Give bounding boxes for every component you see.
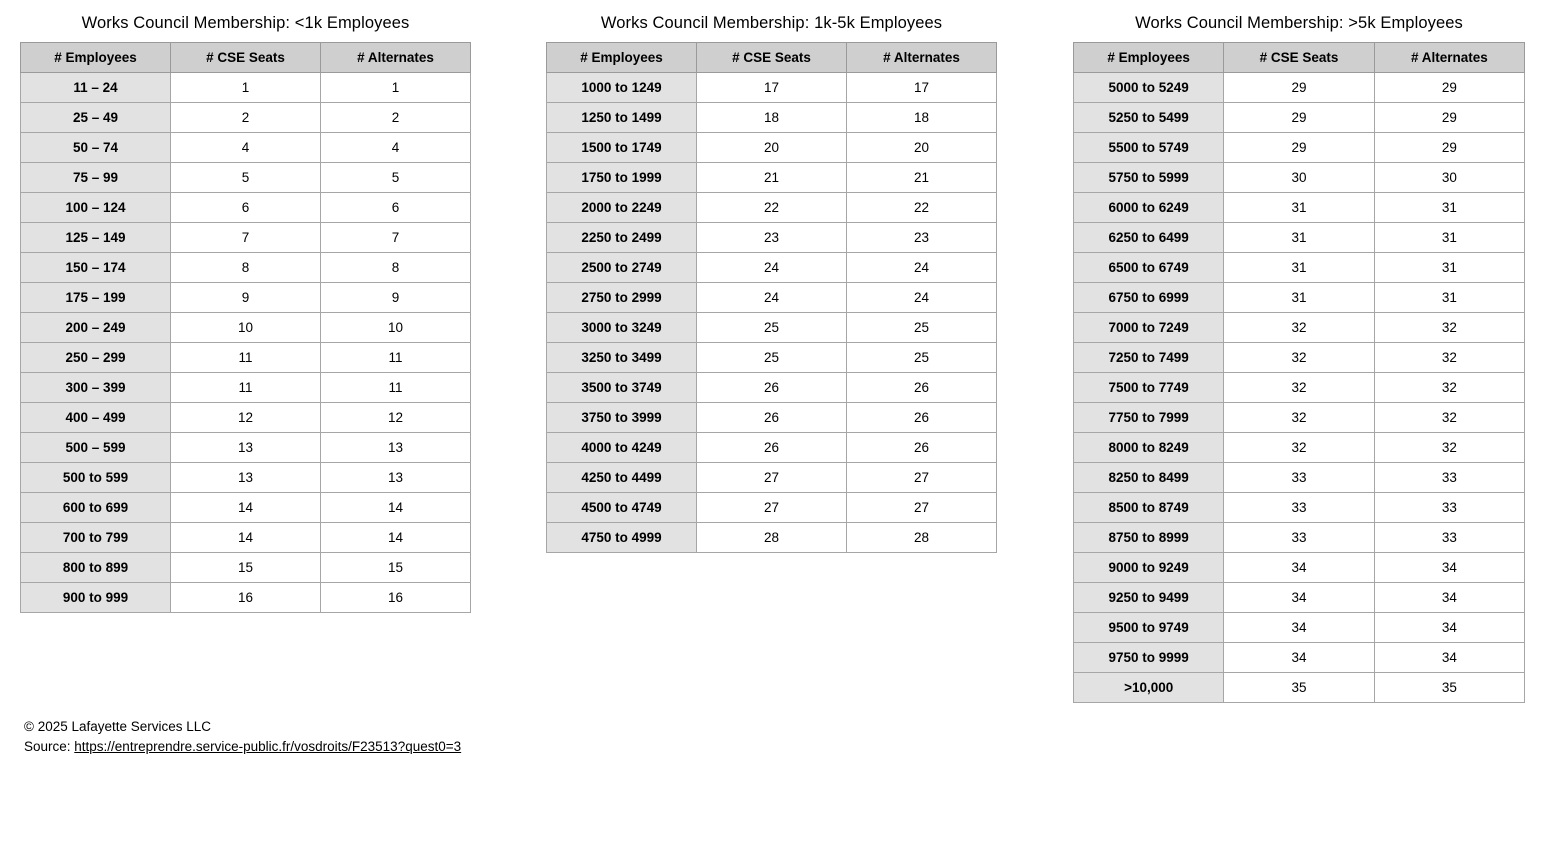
cell-cse-seats: 31 — [1224, 283, 1374, 313]
table-row — [21, 403, 471, 433]
table-row — [1074, 253, 1525, 283]
column-header-employees: # Employees — [21, 43, 171, 73]
cell-cse-seats: 34 — [1224, 613, 1374, 643]
cell-employees: 200 – 249 — [21, 313, 171, 343]
table-row — [21, 103, 471, 133]
table-row — [1074, 553, 1525, 583]
cell-alternates: 13 — [321, 463, 471, 493]
cell-cse-seats: 30 — [1224, 163, 1374, 193]
cell-alternates: 2 — [321, 103, 471, 133]
cell-cse-seats: 27 — [697, 493, 847, 523]
column-header-cse-seats: # CSE Seats — [1224, 43, 1374, 73]
membership-table — [20, 42, 471, 613]
table-row — [1074, 193, 1525, 223]
table-row — [1074, 463, 1525, 493]
cell-alternates: 33 — [1374, 523, 1524, 553]
table-block-over-5k — [1073, 14, 1525, 703]
cell-cse-seats: 25 — [697, 313, 847, 343]
table-title: Works Council Membership: 1k-5k Employees — [600, 14, 943, 32]
cell-employees: 7500 to 7749 — [1074, 373, 1224, 403]
cell-employees: 500 – 599 — [21, 433, 171, 463]
cell-employees: 3250 to 3499 — [547, 343, 697, 373]
cell-cse-seats: 11 — [171, 343, 321, 373]
cell-cse-seats: 10 — [171, 313, 321, 343]
cell-alternates: 33 — [1374, 493, 1524, 523]
cell-cse-seats: 32 — [1224, 373, 1374, 403]
cell-employees: 250 – 299 — [21, 343, 171, 373]
cell-employees: 3750 to 3999 — [547, 403, 697, 433]
cell-employees: 1500 to 1749 — [547, 133, 697, 163]
table-row — [1074, 673, 1525, 703]
cell-cse-seats: 34 — [1224, 583, 1374, 613]
cell-alternates: 7 — [321, 223, 471, 253]
cell-alternates: 28 — [847, 523, 997, 553]
cell-cse-seats: 33 — [1224, 523, 1374, 553]
cell-employees: 7750 to 7999 — [1074, 403, 1224, 433]
cell-alternates: 34 — [1374, 583, 1524, 613]
cell-employees: 6750 to 6999 — [1074, 283, 1224, 313]
table-row — [547, 313, 997, 343]
cell-alternates: 23 — [847, 223, 997, 253]
cell-alternates: 30 — [1374, 163, 1524, 193]
cell-alternates: 11 — [321, 343, 471, 373]
table-row — [21, 73, 471, 103]
cell-alternates: 26 — [847, 403, 997, 433]
table-row — [21, 463, 471, 493]
cell-alternates: 16 — [321, 583, 471, 613]
table-row — [1074, 283, 1525, 313]
column-header-cse-seats: # CSE Seats — [171, 43, 321, 73]
cell-alternates: 25 — [847, 343, 997, 373]
cell-employees: 50 – 74 — [21, 133, 171, 163]
cell-alternates: 6 — [321, 193, 471, 223]
column-header-alternates: # Alternates — [847, 43, 997, 73]
table-row — [1074, 613, 1525, 643]
cell-cse-seats: 14 — [171, 493, 321, 523]
cell-employees: 700 to 799 — [21, 523, 171, 553]
cell-cse-seats: 9 — [171, 283, 321, 313]
cell-cse-seats: 34 — [1224, 553, 1374, 583]
cell-employees: 1000 to 1249 — [547, 73, 697, 103]
cell-employees: 8750 to 8999 — [1074, 523, 1224, 553]
table-row — [21, 373, 471, 403]
table-row — [1074, 433, 1525, 463]
cell-cse-seats: 8 — [171, 253, 321, 283]
cell-employees: 6500 to 6749 — [1074, 253, 1224, 283]
table-block-under-1k — [20, 14, 471, 613]
cell-employees: 400 – 499 — [21, 403, 171, 433]
cell-employees: 2250 to 2499 — [547, 223, 697, 253]
cell-cse-seats: 32 — [1224, 313, 1374, 343]
cell-employees: 6250 to 6499 — [1074, 223, 1224, 253]
table-row — [547, 373, 997, 403]
cell-cse-seats: 17 — [697, 73, 847, 103]
cell-cse-seats: 21 — [697, 163, 847, 193]
cell-alternates: 18 — [847, 103, 997, 133]
table-row — [21, 523, 471, 553]
table-row — [547, 463, 997, 493]
table-row — [1074, 313, 1525, 343]
table-row — [1074, 523, 1525, 553]
cell-alternates: 33 — [1374, 463, 1524, 493]
cell-employees: 125 – 149 — [21, 223, 171, 253]
table-header-row — [1074, 43, 1525, 73]
cell-cse-seats: 29 — [1224, 73, 1374, 103]
cell-cse-seats: 7 — [171, 223, 321, 253]
table-row — [21, 433, 471, 463]
cell-alternates: 31 — [1374, 223, 1524, 253]
cell-employees: 4000 to 4249 — [547, 433, 697, 463]
table-row — [547, 253, 997, 283]
cell-employees: 25 – 49 — [21, 103, 171, 133]
cell-employees: 11 – 24 — [21, 73, 171, 103]
table-row — [547, 73, 997, 103]
cell-cse-seats: 25 — [697, 343, 847, 373]
cell-alternates: 1 — [321, 73, 471, 103]
table-body — [1074, 73, 1525, 703]
cell-employees: 5000 to 5249 — [1074, 73, 1224, 103]
cell-employees: 9750 to 9999 — [1074, 643, 1224, 673]
cell-cse-seats: 29 — [1224, 103, 1374, 133]
cell-alternates: 29 — [1374, 103, 1524, 133]
cell-cse-seats: 4 — [171, 133, 321, 163]
table-row — [547, 133, 997, 163]
table-row — [1074, 493, 1525, 523]
cell-cse-seats: 24 — [697, 253, 847, 283]
cell-alternates: 26 — [847, 373, 997, 403]
cell-employees: 9500 to 9749 — [1074, 613, 1224, 643]
cell-employees: 9000 to 9249 — [1074, 553, 1224, 583]
cell-alternates: 26 — [847, 433, 997, 463]
cell-employees: 175 – 199 — [21, 283, 171, 313]
table-row — [1074, 403, 1525, 433]
cell-cse-seats: 27 — [697, 463, 847, 493]
cell-cse-seats: 31 — [1224, 223, 1374, 253]
table-title: Works Council Membership: <1k Employees — [81, 14, 410, 32]
column-header-alternates: # Alternates — [1374, 43, 1524, 73]
table-block-1k-5k — [546, 14, 997, 553]
cell-cse-seats: 2 — [171, 103, 321, 133]
cell-employees: 9250 to 9499 — [1074, 583, 1224, 613]
cell-cse-seats: 11 — [171, 373, 321, 403]
table-row — [547, 433, 997, 463]
cell-alternates: 15 — [321, 553, 471, 583]
table-title: Works Council Membership: >5k Employees — [1135, 14, 1463, 32]
table-row — [1074, 343, 1525, 373]
table-row — [547, 343, 997, 373]
cell-employees: 3500 to 3749 — [547, 373, 697, 403]
cell-alternates: 35 — [1374, 673, 1524, 703]
table-row — [21, 193, 471, 223]
copyright-text: © 2025 Lafayette Services LLC — [24, 719, 212, 734]
cell-alternates: 9 — [321, 283, 471, 313]
cell-employees: 4750 to 4999 — [547, 523, 697, 553]
cell-cse-seats: 22 — [697, 193, 847, 223]
cell-employees: 5750 to 5999 — [1074, 163, 1224, 193]
cell-employees: 2750 to 2999 — [547, 283, 697, 313]
table-row — [21, 343, 471, 373]
source-line — [24, 737, 461, 757]
cell-alternates: 31 — [1374, 283, 1524, 313]
table-row — [21, 583, 471, 613]
table-row — [21, 493, 471, 523]
table-row — [21, 283, 471, 313]
cell-alternates: 14 — [321, 493, 471, 523]
cell-employees: 500 to 599 — [21, 463, 171, 493]
cell-alternates: 21 — [847, 163, 997, 193]
cell-alternates: 5 — [321, 163, 471, 193]
table-body — [21, 73, 471, 613]
cell-alternates: 32 — [1374, 343, 1524, 373]
cell-cse-seats: 28 — [697, 523, 847, 553]
table-row — [1074, 373, 1525, 403]
cell-alternates: 29 — [1374, 73, 1524, 103]
cell-alternates: 27 — [847, 463, 997, 493]
cell-cse-seats: 20 — [697, 133, 847, 163]
cell-employees: 5250 to 5499 — [1074, 103, 1224, 133]
table-row — [1074, 643, 1525, 673]
cell-alternates: 29 — [1374, 133, 1524, 163]
cell-cse-seats: 24 — [697, 283, 847, 313]
cell-cse-seats: 6 — [171, 193, 321, 223]
cell-cse-seats: 13 — [171, 463, 321, 493]
cell-cse-seats: 33 — [1224, 463, 1374, 493]
table-row — [1074, 73, 1525, 103]
cell-alternates: 34 — [1374, 613, 1524, 643]
table-row — [547, 193, 997, 223]
cell-cse-seats: 23 — [697, 223, 847, 253]
cell-cse-seats: 18 — [697, 103, 847, 133]
cell-alternates: 20 — [847, 133, 997, 163]
table-row — [1074, 583, 1525, 613]
table-header-row — [547, 43, 997, 73]
table-row — [547, 493, 997, 523]
cell-alternates: 34 — [1374, 643, 1524, 673]
table-row — [547, 223, 997, 253]
table-row — [547, 403, 997, 433]
cell-alternates: 32 — [1374, 433, 1524, 463]
cell-employees: 8000 to 8249 — [1074, 433, 1224, 463]
cell-employees: 6000 to 6249 — [1074, 193, 1224, 223]
table-row — [21, 553, 471, 583]
table-row — [1074, 163, 1525, 193]
cell-cse-seats: 26 — [697, 433, 847, 463]
source-label: Source: — [24, 738, 75, 754]
cell-employees: 800 to 899 — [21, 553, 171, 583]
source-link[interactable]: https://entreprendre.service-public.fr/vosdroits/F23513?quest0=3 — [74, 738, 462, 754]
cell-alternates: 31 — [1374, 193, 1524, 223]
cell-alternates: 10 — [321, 313, 471, 343]
cell-alternates: 27 — [847, 493, 997, 523]
cell-cse-seats: 32 — [1224, 433, 1374, 463]
cell-alternates: 12 — [321, 403, 471, 433]
table-row — [21, 253, 471, 283]
cell-employees: 900 to 999 — [21, 583, 171, 613]
cell-employees: 150 – 174 — [21, 253, 171, 283]
cell-employees: 1750 to 1999 — [547, 163, 697, 193]
cell-cse-seats: 15 — [171, 553, 321, 583]
table-header — [1074, 43, 1525, 73]
table-row — [1074, 103, 1525, 133]
footer — [24, 717, 461, 756]
cell-cse-seats: 12 — [171, 403, 321, 433]
cell-employees: 2000 to 2249 — [547, 193, 697, 223]
table-header-row — [21, 43, 471, 73]
cell-alternates: 11 — [321, 373, 471, 403]
table-row — [1074, 133, 1525, 163]
table-row — [21, 223, 471, 253]
cell-employees: 300 – 399 — [21, 373, 171, 403]
cell-cse-seats: 26 — [697, 403, 847, 433]
cell-employees: >10,000 — [1074, 673, 1224, 703]
cell-cse-seats: 29 — [1224, 133, 1374, 163]
cell-cse-seats: 32 — [1224, 343, 1374, 373]
cell-alternates: 17 — [847, 73, 997, 103]
table-body — [547, 73, 997, 553]
cell-alternates: 32 — [1374, 373, 1524, 403]
table-row — [547, 283, 997, 313]
cell-cse-seats: 31 — [1224, 253, 1374, 283]
cell-employees: 75 – 99 — [21, 163, 171, 193]
table-row — [547, 523, 997, 553]
cell-cse-seats: 33 — [1224, 493, 1374, 523]
cell-alternates: 32 — [1374, 313, 1524, 343]
table-row — [21, 313, 471, 343]
cell-employees: 3000 to 3249 — [547, 313, 697, 343]
cell-employees: 600 to 699 — [21, 493, 171, 523]
table-row — [21, 163, 471, 193]
cell-cse-seats: 5 — [171, 163, 321, 193]
table-header — [547, 43, 997, 73]
column-header-employees: # Employees — [547, 43, 697, 73]
column-header-employees: # Employees — [1074, 43, 1224, 73]
membership-table — [546, 42, 997, 553]
cell-alternates: 24 — [847, 253, 997, 283]
cell-employees: 5500 to 5749 — [1074, 133, 1224, 163]
cell-employees: 100 – 124 — [21, 193, 171, 223]
cell-employees: 2500 to 2749 — [547, 253, 697, 283]
cell-cse-seats: 26 — [697, 373, 847, 403]
cell-alternates: 8 — [321, 253, 471, 283]
table-row — [1074, 223, 1525, 253]
cell-cse-seats: 32 — [1224, 403, 1374, 433]
cell-alternates: 22 — [847, 193, 997, 223]
cell-employees: 1250 to 1499 — [547, 103, 697, 133]
cell-cse-seats: 1 — [171, 73, 321, 103]
membership-table — [1073, 42, 1525, 703]
cell-alternates: 13 — [321, 433, 471, 463]
table-header — [21, 43, 471, 73]
cell-alternates: 4 — [321, 133, 471, 163]
cell-alternates: 25 — [847, 313, 997, 343]
cell-employees: 4500 to 4749 — [547, 493, 697, 523]
cell-alternates: 31 — [1374, 253, 1524, 283]
table-row — [547, 103, 997, 133]
table-row — [21, 133, 471, 163]
cell-alternates: 32 — [1374, 403, 1524, 433]
cell-employees: 7250 to 7499 — [1074, 343, 1224, 373]
cell-employees: 8250 to 8499 — [1074, 463, 1224, 493]
cell-alternates: 14 — [321, 523, 471, 553]
cell-alternates: 34 — [1374, 553, 1524, 583]
cell-cse-seats: 34 — [1224, 643, 1374, 673]
cell-employees: 7000 to 7249 — [1074, 313, 1224, 343]
cell-cse-seats: 13 — [171, 433, 321, 463]
cell-cse-seats: 35 — [1224, 673, 1374, 703]
column-header-cse-seats: # CSE Seats — [697, 43, 847, 73]
cell-cse-seats: 14 — [171, 523, 321, 553]
cell-cse-seats: 31 — [1224, 193, 1374, 223]
cell-employees: 8500 to 8749 — [1074, 493, 1224, 523]
cell-alternates: 24 — [847, 283, 997, 313]
table-row — [547, 163, 997, 193]
cell-cse-seats: 16 — [171, 583, 321, 613]
column-header-alternates: # Alternates — [321, 43, 471, 73]
cell-employees: 4250 to 4499 — [547, 463, 697, 493]
